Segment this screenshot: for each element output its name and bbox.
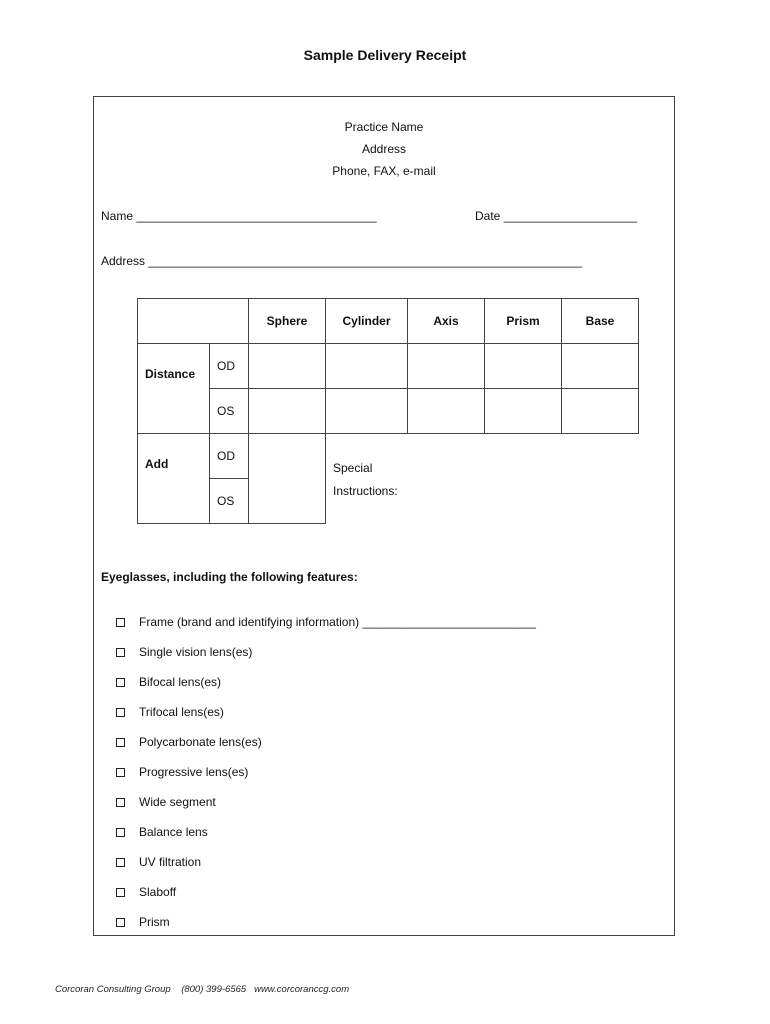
features-title: Eyeglasses, including the following features: <box>101 570 358 584</box>
date-label: Date <box>475 209 501 223</box>
list-item[interactable] <box>116 787 536 817</box>
column-header: Cylinder <box>326 299 408 344</box>
list-item[interactable] <box>116 607 536 637</box>
checkbox[interactable] <box>116 708 125 717</box>
list-item-label: Polycarbonate lens(es) <box>139 735 262 749</box>
name-line: ____________________________________ <box>136 209 377 223</box>
table-row <box>138 434 639 479</box>
empty-corner-cell <box>138 299 249 344</box>
special-instructions-label: Instructions: <box>333 484 398 498</box>
od-label: OD <box>210 434 249 479</box>
document-title: Sample Delivery Receipt <box>303 47 467 63</box>
distance-label: Distance <box>138 344 210 434</box>
list-item-label: Frame (brand and identifying information) __________________________ <box>139 615 536 629</box>
special-instructions <box>326 434 639 524</box>
input-cell[interactable] <box>562 344 639 389</box>
list-item-label: Wide segment <box>139 795 216 809</box>
list-item[interactable] <box>116 697 536 727</box>
features-checklist <box>116 607 536 937</box>
table-header-row <box>138 299 639 344</box>
table-row <box>138 389 639 434</box>
receipt-form <box>93 96 675 936</box>
input-cell[interactable] <box>408 389 485 434</box>
input-cell[interactable] <box>408 344 485 389</box>
list-item-label: Balance lens <box>139 825 208 839</box>
table-row <box>138 344 639 389</box>
list-item[interactable] <box>116 907 536 937</box>
column-header: Axis <box>408 299 485 344</box>
checkbox[interactable] <box>116 798 125 807</box>
add-label: Add <box>138 434 210 524</box>
column-header: Prism <box>485 299 562 344</box>
input-cell[interactable] <box>485 344 562 389</box>
input-cell[interactable] <box>562 389 639 434</box>
checkbox[interactable] <box>116 618 125 627</box>
list-item[interactable] <box>116 637 536 667</box>
list-item-label: Trifocal lens(es) <box>139 705 224 719</box>
checkbox[interactable] <box>116 648 125 657</box>
address-field[interactable] <box>101 254 582 268</box>
list-item-label: Progressive lens(es) <box>139 765 249 779</box>
special-instructions-label: Special <box>333 461 373 475</box>
prescription-table <box>137 298 639 524</box>
checkbox[interactable] <box>116 738 125 747</box>
checkbox[interactable] <box>116 768 125 777</box>
list-item-label: UV filtration <box>139 855 202 869</box>
list-item[interactable] <box>116 667 536 697</box>
column-header: Sphere <box>249 299 326 344</box>
checkbox[interactable] <box>116 828 125 837</box>
list-item-label: Slaboff <box>139 885 177 899</box>
practice-name: Practice Name <box>344 120 424 134</box>
name-field[interactable] <box>101 209 377 223</box>
footer: Corcoran Consulting Group (800) 399-6565 www.corcoranccg.com <box>55 984 350 995</box>
os-label: OS <box>210 389 249 434</box>
address-label: Address <box>101 254 146 268</box>
list-item[interactable] <box>116 817 536 847</box>
list-item-label: Bifocal lens(es) <box>139 675 222 689</box>
date-field[interactable] <box>475 209 637 223</box>
date-line: ____________________ <box>503 209 638 223</box>
od-label: OD <box>210 344 249 389</box>
os-label: OS <box>210 479 249 524</box>
column-header: Base <box>562 299 639 344</box>
input-cell[interactable] <box>326 344 408 389</box>
practice-contact: Phone, FAX, e-mail <box>332 164 436 178</box>
checkbox[interactable] <box>116 858 125 867</box>
practice-address: Address <box>361 142 407 156</box>
list-item[interactable] <box>116 727 536 757</box>
list-item-label: Prism <box>139 915 170 929</box>
checkbox[interactable] <box>116 678 125 687</box>
input-cell[interactable] <box>326 389 408 434</box>
list-item[interactable] <box>116 877 536 907</box>
input-cell[interactable] <box>249 389 326 434</box>
list-item[interactable] <box>116 847 536 877</box>
input-cell[interactable] <box>485 389 562 434</box>
name-label: Name <box>101 209 134 223</box>
add-input-cell[interactable] <box>249 434 326 524</box>
checkbox[interactable] <box>116 918 125 927</box>
checkbox[interactable] <box>116 888 125 897</box>
list-item[interactable] <box>116 757 536 787</box>
address-line: _________________________________________________________________ <box>148 254 583 268</box>
list-item-label: Single vision lens(es) <box>139 645 253 659</box>
input-cell[interactable] <box>249 344 326 389</box>
